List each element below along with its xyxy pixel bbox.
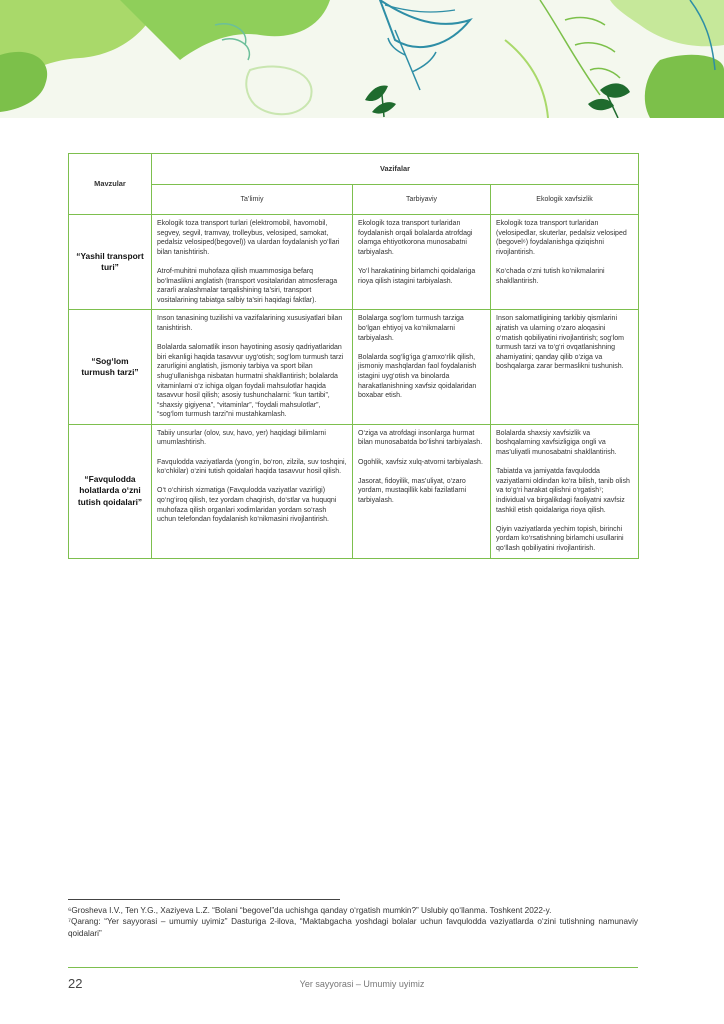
topic-cell: “Sog‘lom turmush tarzi”	[69, 310, 152, 425]
footer-divider	[68, 967, 638, 968]
cell-paragraph: O‘t o‘chirish xizmatiga (Favqulodda vaziyatlar vazirligi) qo‘ng‘iroq qilish, tez yordam chaqirish, do‘stlar va huquqni muhofaza qilish organlari xodimlaridan yordam so‘rash uchun telefondan foydalanish ko‘nikmasini rivojlantirish.	[157, 487, 337, 524]
page-number: 22	[68, 976, 83, 991]
column-header-ecological-safety: Ekologik xavfsizlik	[491, 185, 639, 215]
tasks-header: Vazifalar	[152, 154, 639, 185]
cell-paragraph: Ekologik toza transport turlari (elektromobil, havomobil, segvey, segvil, tramvay, trolleybus, velosiped, samokat, pedalsiz velosiped(begovel)) va ulardan foydalanish yo‘llari bilan tanishtirish.	[157, 220, 340, 256]
cell-paragraph: O‘ziga va atrofdagi insonlarga hurmat bilan munosabatda bo‘lishni tarbiyalash.	[358, 429, 483, 447]
table-cell	[491, 424, 639, 558]
footnote-separator	[68, 899, 340, 900]
topic-cell: “Favqulodda holatlarda o‘zni tutish qoidalari”	[69, 424, 152, 558]
table-cell	[353, 424, 491, 558]
cell-paragraph: Ko‘chada o‘zni tutish ko‘nikmalarini shakllantirish.	[496, 267, 605, 285]
footnotes	[68, 905, 638, 939]
cell-paragraph: Bolalarga sog‘lom turmush tarziga bo‘lgan ehtiyoj va ko‘nikmalarni tarbiyalash.	[358, 315, 464, 342]
table-row	[69, 310, 639, 425]
cell-paragraph: Inson tanasining tuzilishi va vazifalarining xususiyatlari bilan tanishtirish.	[157, 315, 343, 332]
cell-paragraph: Yo‘l harakatining birlamchi qoidalariga rioya qilish istagini tarbiyalash.	[358, 267, 476, 285]
table-cell	[491, 310, 639, 425]
cell-paragraph: Ogohlik, xavfsiz xulq-atvorni tarbiyalash.	[358, 458, 483, 466]
cell-paragraph: Inson salomatligining tarkibiy qismlarini ajratish va ularning o‘zaro aloqasini o‘rnatish qobiliyatini rivojlantirish; sog‘lom turmush tarzi va to‘g‘ri ovqatlanishning ahamiyatini; qanday qilib o‘ziga va boshqalarga zarar bermaslikni tushunish.	[496, 315, 624, 371]
cell-paragraph: Bolalarda sog‘lig‘iga g‘amxo‘rlik qilish, jismoniy mashqlardan faol foydalanish istagini uyg‘otish va binolarda harakatlanishning xavfsiz qoidalaridan boxabar etish.	[358, 353, 477, 400]
table-row	[69, 215, 639, 310]
footnote: ⁷Qarang: “Yer sayyorasi – umumiy uyimiz” Dasturiga 2-ilova, “Maktabgacha yoshdagi bolalar uchun favqulodda vaziyatlarda o‘zini tutishning namunaviy qoidalari”	[68, 917, 638, 938]
topics-header: Mavzular	[69, 154, 152, 215]
cell-paragraph: Favqulodda vaziyatlarda (yong‘in, bo‘ron, zilzila, suv toshqini, ko‘chkilar) o‘zini tutish qoidalari haqida tasavvur hosil qilish.	[157, 458, 347, 476]
table-cell	[152, 310, 353, 425]
cell-paragraph: Atrof-muhitni muhofaza qilish muammosiga befarq bo‘lmaslikni anglatish (transport vositalaridan atmosferaga zararli aralashmalar tarqalishining ta’siri, transport vositalarining tabiatga salbiy ta’siri haqidagi faktlar).	[157, 267, 338, 304]
table-subheader-row	[69, 185, 639, 215]
cell-paragraph: Tabiiy unsurlar (olov, suv, havo, yer) haqidagi bilimlarni umumlashtirish.	[157, 429, 326, 447]
cell-paragraph: Jasorat, fidoyilik, mas’uliyat, o‘zaro yordam, mustaqillik kabi fazilatlarni tarbiyalash.	[358, 477, 467, 505]
cell-paragraph: Bolalarda shaxsiy xavfsizlik va boshqalarning xavfsizligiga ongli va mas’uliyatli munosabatni shakllantirish.	[496, 429, 617, 457]
cell-paragraph: Qiyin vaziyatlarda yechim topish, birinchi yordam ko‘rsatishning birlamchi usullarini qo‘llash qobiliyatini rivojlantirish.	[496, 525, 624, 552]
table-cell	[353, 215, 491, 310]
leaf-illustration	[0, 0, 724, 118]
column-header-educational: Ta’limiy	[152, 185, 353, 215]
footnote: ⁶Grosheva I.V., Ten Y.G., Xaziyeva L.Z. “Bolani “begovel”da uchishga qanday o‘rgatish mumkin?” Uslubiy qo‘llanma. Toshkent 2022-y.	[68, 906, 552, 915]
table-cell	[152, 424, 353, 558]
topic-cell: “Yashil transport turi”	[69, 215, 152, 310]
table-header-row	[69, 154, 639, 185]
column-header-upbringing: Tarbiyaviy	[353, 185, 491, 215]
table-cell	[491, 215, 639, 310]
cell-paragraph: Ekologik toza transport turlaridan (velosipedlar, skuterlar, pedalsiz velosiped (begovel⁶) foydalanishga qiziqishni rivojlantirish.	[496, 220, 627, 256]
tasks-table	[68, 153, 639, 559]
table-row	[69, 424, 639, 558]
cell-paragraph: Tabiatda va jamiyatda favqulodda vaziyatlarni oldindan ko‘ra bilish, tanib olish va to‘g‘ri harakat qilishni o‘rgatish⁷; individual va birgalikdagi faoliyatni xavfsiz tashkil etish qoidalariga rioya qilish.	[496, 468, 630, 514]
table-cell	[152, 215, 353, 310]
running-title: Yer sayyorasi – Umumiy uyimiz	[299, 979, 425, 989]
cell-paragraph: Ekologik toza transport turlaridan foydalanish orqali bolalarda atrofdagi olamga ehtiyotkorona munosabatni tarbiyalash.	[358, 220, 473, 256]
table-cell	[353, 310, 491, 425]
decorative-leaf-banner	[0, 0, 724, 118]
cell-paragraph: Bolalarda salomatlik inson hayotining asosiy qadriyatlaridan biri ekanligi haqida tasavvur uyg‘otish; sog‘lom turmush tarzi zarurligini anglatish, jismoniy tarbiya va sport bilan shug‘ullanishga nisbatan hurmatni shakllantirish; bolalarda vitaminlarni o‘z ichiga olgan foydali mahsulotlar haqida tasavvur hosil qilish; asosiy tushunchalarni: “kun tartibi”, “shaxsiy gigiyena”, “vitaminlar”, “foydali mahsulotlar”, “sog‘lom turmush tarzi”ni mustahkamlash.	[157, 344, 344, 419]
